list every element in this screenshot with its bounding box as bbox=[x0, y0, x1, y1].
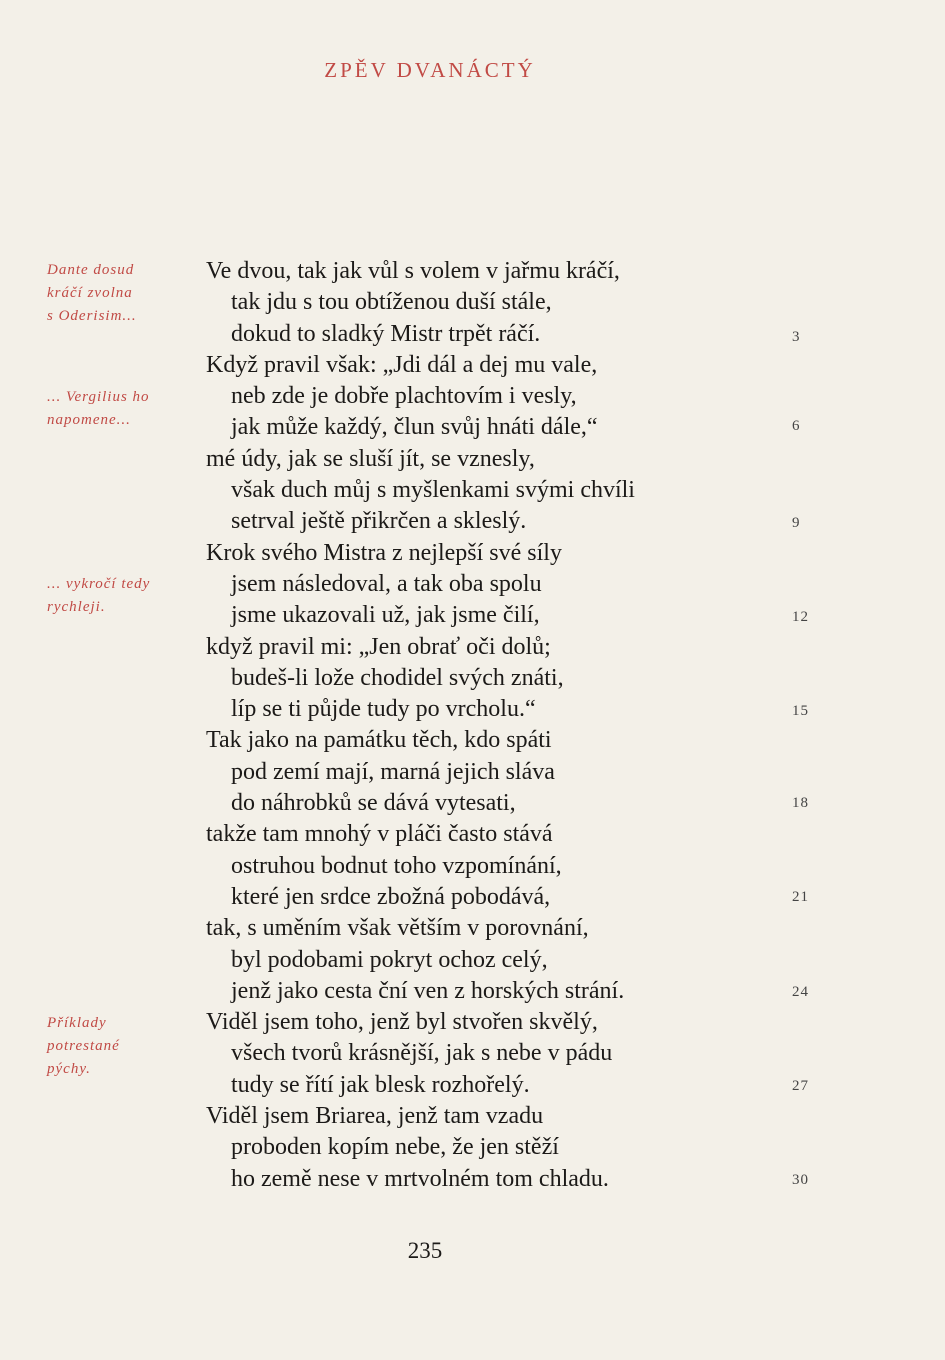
gloss-line: ... Vergilius ho bbox=[47, 389, 150, 405]
verse-line: tak, s uměním však větším v porovnání, bbox=[206, 915, 589, 942]
margin-gloss-4 bbox=[47, 1012, 197, 1081]
verse-line: Ve dvou, tak jak vůl s volem v jařmu kráčí, bbox=[206, 258, 620, 284]
line-number: 18 bbox=[792, 795, 809, 811]
gloss-line: Dante dosud bbox=[47, 262, 135, 278]
verse-text bbox=[206, 256, 726, 1195]
canto-title: ZPĚV DVANÁCTÝ bbox=[324, 58, 536, 82]
verse-line: setrval ještě přikrčen a skleslý. bbox=[231, 508, 527, 535]
verse-line: pod zemí mají, marná jejich sláva bbox=[231, 758, 555, 785]
gloss-line: rychleji. bbox=[47, 599, 106, 615]
verse-line: dokud to sladký Mistr trpět ráčí. bbox=[231, 320, 541, 347]
gloss-line: Příklady bbox=[47, 1015, 107, 1031]
verse-line: které jen srdce zbožná pobodává, bbox=[231, 883, 551, 910]
gloss-line: potrestané bbox=[47, 1038, 120, 1054]
gloss-line: s Oderisim... bbox=[47, 308, 137, 324]
page-number: 235 bbox=[407, 1238, 443, 1263]
verse-line: byl podobami pokryt ochoz celý, bbox=[231, 946, 548, 973]
line-number: 3 bbox=[792, 329, 801, 345]
verse-line: Když pravil však: „Jdi dál a dej mu vale, bbox=[206, 351, 598, 378]
gloss-line: ... vykročí tedy bbox=[47, 576, 151, 592]
verse-line: jak může každý, člun svůj hnáti dále,“ bbox=[231, 414, 598, 441]
verse-line: všech tvorů krásnější, jak s nebe v pádu bbox=[231, 1040, 613, 1067]
verse-line: tudy se řítí jak blesk rozhořelý. bbox=[231, 1071, 530, 1098]
line-number: 15 bbox=[792, 703, 809, 719]
line-number: 21 bbox=[792, 889, 809, 905]
verse-line: Krok svého Mistra z nejlepší své síly bbox=[206, 539, 562, 566]
line-number: 12 bbox=[792, 609, 809, 625]
line-number: 24 bbox=[792, 984, 809, 1000]
gloss-line: pýchy. bbox=[47, 1061, 91, 1077]
verse-line: takže tam mnohý v pláči často stává bbox=[206, 821, 553, 848]
verse-line: Viděl jsem toho, jenž byl stvořen skvělý, bbox=[206, 1009, 598, 1036]
verse-line: budeš-li lože chodidel svých znáti, bbox=[231, 664, 564, 691]
gloss-line: kráčí zvolna bbox=[47, 285, 133, 301]
verse-line: tak jdu s tou obtíženou duší stále, bbox=[231, 289, 552, 316]
line-number: 6 bbox=[792, 418, 801, 434]
line-number: 30 bbox=[792, 1172, 809, 1188]
line-number: 27 bbox=[792, 1078, 809, 1094]
margin-gloss-3 bbox=[47, 573, 197, 619]
verse-line: proboden kopím nebe, že jen stěží bbox=[231, 1134, 559, 1161]
verse-line: líp se ti půjde tudy po vrcholu.“ bbox=[231, 696, 536, 723]
verse-line: do náhrobků se dává vytesati, bbox=[231, 790, 516, 817]
gloss-line: napomene... bbox=[47, 412, 131, 428]
verse-line: Viděl jsem Briarea, jenž tam vzadu bbox=[206, 1103, 544, 1130]
verse-line: když pravil mi: „Jen obrať oči dolů; bbox=[206, 633, 551, 660]
verse-line: Tak jako na památku těch, kdo spáti bbox=[206, 727, 552, 754]
margin-gloss-1 bbox=[47, 259, 197, 328]
verse-line: však duch můj s myšlenkami svými chvíli bbox=[231, 477, 635, 504]
verse-line: jsem následoval, a tak oba spolu bbox=[231, 570, 542, 597]
verse-line: mé údy, jak se sluší jít, se vznesly, bbox=[206, 445, 535, 472]
verse-line: jsme ukazovali už, jak jsme čilí, bbox=[231, 602, 540, 629]
verse-line: neb zde je dobře plachtovím i vesly, bbox=[231, 383, 577, 410]
margin-gloss-2 bbox=[47, 386, 197, 432]
verse-line: ostruhou bodnut toho vzpomínání, bbox=[231, 852, 562, 879]
verse-line: ho země nese v mrtvolném tom chladu. bbox=[231, 1165, 609, 1192]
line-number: 9 bbox=[792, 515, 801, 531]
verse-line: jenž jako cesta ční ven z horských strání. bbox=[231, 977, 625, 1004]
